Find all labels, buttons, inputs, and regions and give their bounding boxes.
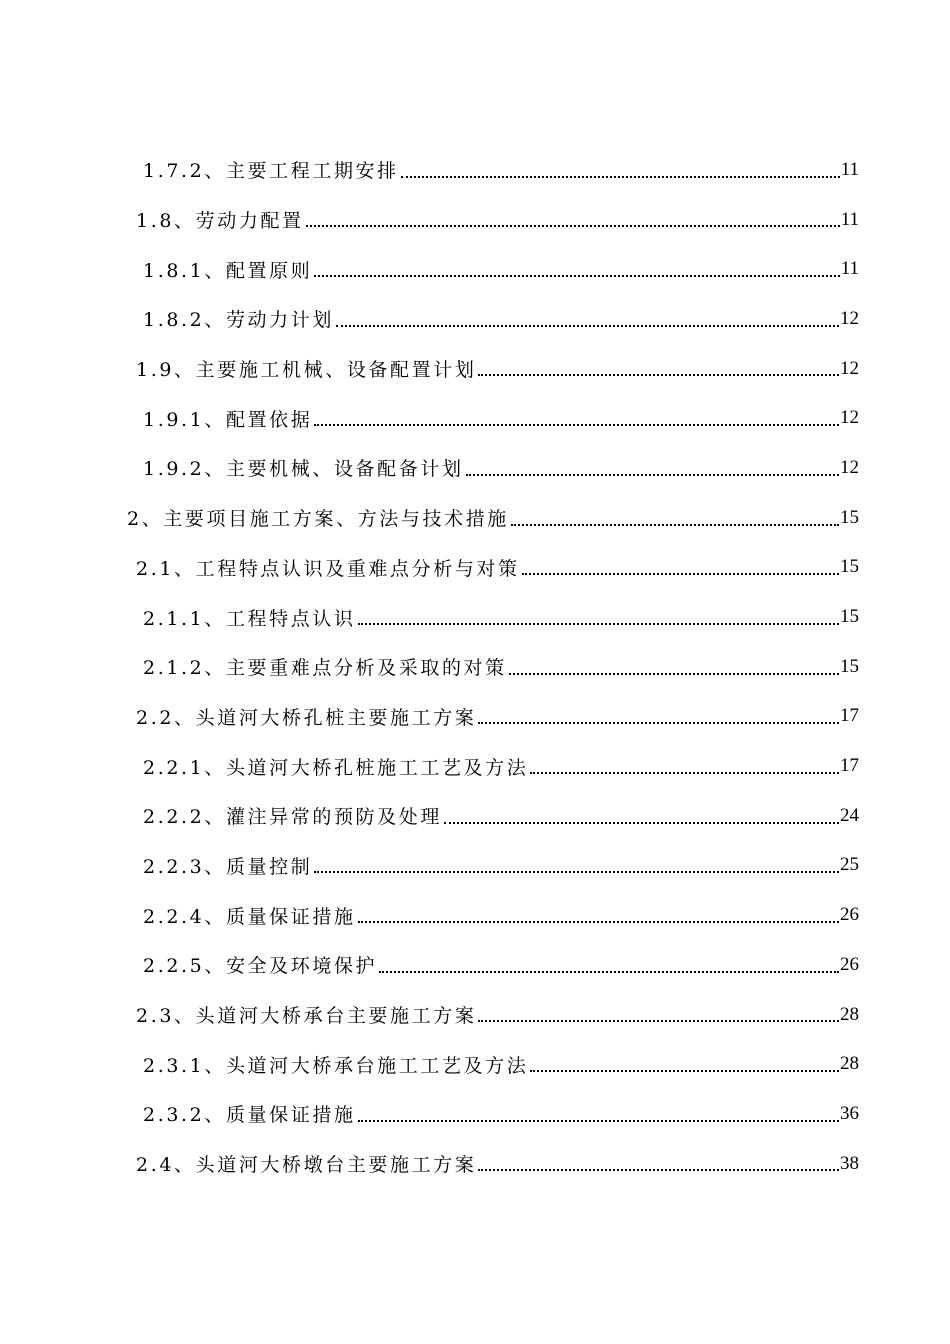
toc-entry-page-number: 26	[840, 953, 859, 975]
toc-entry[interactable]	[0, 393, 950, 443]
toc-entry-title: 2.3.2、质量保证措施	[143, 1104, 356, 1127]
toc-entry-page-number: 15	[840, 506, 859, 528]
toc-entry[interactable]	[0, 990, 950, 1040]
toc-entry-page-number: 28	[840, 1003, 859, 1025]
toc-entry-page-number: 17	[840, 705, 859, 727]
toc-entry-page-number: 12	[840, 456, 859, 478]
toc-dot-leader	[522, 572, 839, 575]
toc-dot-leader	[314, 274, 839, 277]
toc-entry-title: 2.2.1、头道河大桥孔桩施工工艺及方法	[143, 756, 529, 779]
table-of-contents	[0, 145, 950, 1188]
toc-entry-page-number: 15	[840, 556, 859, 578]
toc-dot-leader	[530, 771, 839, 774]
toc-entry-title: 2.3.1、头道河大桥承台施工工艺及方法	[143, 1054, 529, 1077]
toc-entry-title: 1.8.1、配置原则	[143, 259, 313, 282]
toc-entry-page-number: 11	[840, 258, 859, 280]
toc-entry-page-number: 12	[840, 407, 859, 429]
toc-dot-leader	[401, 175, 840, 178]
toc-entry-page-number: 15	[840, 655, 859, 677]
toc-entry-title: 2.3、头道河大桥承台主要施工方案	[136, 1005, 477, 1028]
toc-entry[interactable]	[0, 692, 950, 742]
toc-entry-title: 2.1、工程特点认识及重难点分析与对策	[136, 557, 520, 580]
toc-entry[interactable]	[0, 592, 950, 642]
toc-entry-title: 2.1.1、工程特点认识	[143, 607, 356, 630]
toc-dot-leader	[314, 870, 839, 873]
toc-entry-page-number: 11	[840, 158, 859, 180]
toc-entry-page-number: 12	[840, 357, 859, 379]
toc-entry-title: 2.2.3、质量控制	[143, 855, 313, 878]
toc-dot-leader	[336, 324, 839, 327]
toc-entry[interactable]	[0, 1039, 950, 1089]
toc-dot-leader	[530, 1069, 839, 1072]
toc-dot-leader	[358, 1119, 839, 1122]
toc-entry[interactable]	[0, 244, 950, 294]
toc-entry-title: 2、主要项目施工方案、方法与技术措施	[127, 508, 509, 531]
toc-dot-leader	[478, 1019, 839, 1022]
toc-entry-page-number: 15	[840, 606, 859, 628]
toc-entry[interactable]	[0, 741, 950, 791]
toc-entry-title: 2.2.2、灌注异常的预防及处理	[143, 806, 442, 829]
toc-entry[interactable]	[0, 294, 950, 344]
toc-dot-leader	[444, 821, 839, 824]
toc-entry[interactable]	[0, 940, 950, 990]
toc-entry[interactable]	[0, 890, 950, 940]
toc-entry-title: 1.9.2、主要机械、设备配备计划	[143, 458, 464, 481]
toc-dot-leader	[466, 473, 839, 476]
toc-entry-page-number: 28	[840, 1053, 859, 1075]
toc-entry[interactable]	[0, 1089, 950, 1139]
toc-entry[interactable]	[0, 1139, 950, 1189]
toc-entry[interactable]	[0, 642, 950, 692]
toc-entry-title: 2.2.5、安全及环境保护	[143, 955, 378, 978]
toc-dot-leader	[314, 423, 839, 426]
toc-entry-title: 1.8、劳动力配置	[136, 210, 304, 233]
toc-entry-page-number: 11	[840, 208, 859, 230]
toc-entry-title: 2.2、头道河大桥孔桩主要施工方案	[136, 706, 477, 729]
toc-entry-title: 1.8.2、劳动力计划	[143, 309, 334, 332]
toc-dot-leader	[511, 523, 839, 526]
toc-entry-title: 2.2.4、质量保证措施	[143, 905, 356, 928]
toc-entry[interactable]	[0, 791, 950, 841]
toc-dot-leader	[478, 721, 839, 724]
toc-entry-page-number: 17	[840, 755, 859, 777]
toc-entry-title: 2.1.2、主要重难点分析及采取的对策	[143, 657, 507, 680]
toc-entry-title: 2.4、头道河大桥墩台主要施工方案	[136, 1154, 477, 1177]
toc-entry-page-number: 38	[840, 1152, 859, 1174]
toc-entry[interactable]	[0, 543, 950, 593]
toc-dot-leader	[358, 920, 839, 923]
toc-dot-leader	[478, 373, 839, 376]
toc-entry-page-number: 24	[840, 804, 859, 826]
toc-dot-leader	[478, 1168, 839, 1171]
toc-entry[interactable]	[0, 493, 950, 543]
toc-entry-title: 1.9、主要施工机械、设备配置计划	[136, 359, 477, 382]
toc-entry[interactable]	[0, 145, 950, 195]
toc-entry[interactable]	[0, 344, 950, 394]
toc-entry-page-number: 36	[840, 1102, 859, 1124]
toc-entry[interactable]	[0, 443, 950, 493]
toc-entry-page-number: 26	[840, 904, 859, 926]
toc-entry[interactable]	[0, 195, 950, 245]
toc-entry-title: 1.7.2、主要工程工期安排	[143, 160, 399, 183]
toc-dot-leader	[358, 622, 839, 625]
toc-dot-leader	[509, 672, 839, 675]
toc-entry-page-number: 12	[840, 307, 859, 329]
toc-dot-leader	[379, 970, 839, 973]
toc-dot-leader	[306, 224, 840, 227]
toc-entry[interactable]	[0, 841, 950, 891]
toc-entry-page-number: 25	[840, 854, 859, 876]
toc-entry-title: 1.9.1、配置依据	[143, 408, 313, 431]
